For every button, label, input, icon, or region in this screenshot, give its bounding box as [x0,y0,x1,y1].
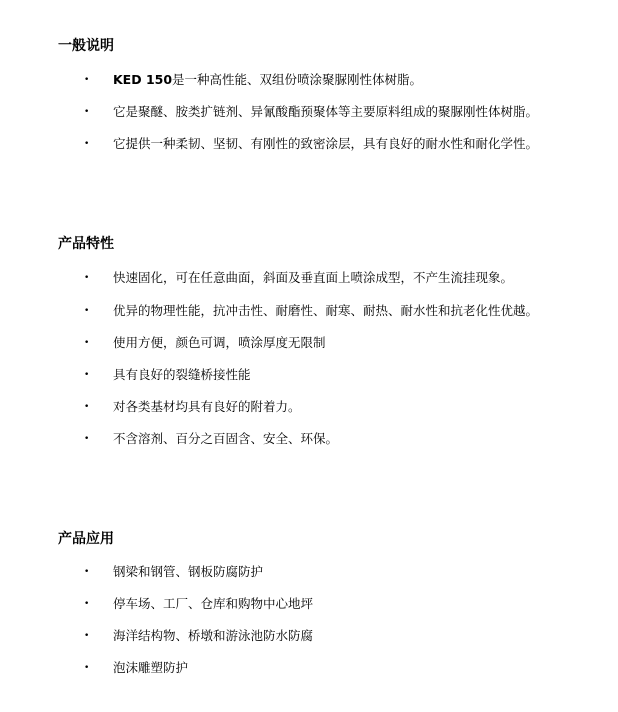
bullet-icon: • [84,273,90,283]
section-heading: 一般说明 [58,38,114,54]
list-item-text: 停车场、工厂、仓库和购物中心地坪 [113,596,314,611]
list-item-text: 具有良好的裂缝桥接性能 [113,367,251,382]
bullet-icon: • [84,75,90,85]
list-item-text [113,71,422,89]
product-code: KED 150 [113,72,173,87]
bullet-icon: • [84,338,90,348]
list-item-text-rest: 是一种高性能、双组份喷涂聚脲刚性体树脂。 [172,72,423,87]
bullet-icon: • [84,402,90,412]
bullet-icon: • [84,599,90,609]
list-item-text: 快速固化，可在任意曲面，斜面及垂直面上喷涂成型，不产生流挂现象。 [113,270,514,285]
section-heading: 产品应用 [58,531,114,547]
list-item-text: 它是聚醚、胺类扩链剂、异氰酸酯预聚体等主要原料组成的聚脲刚性体树脂。 [113,104,539,119]
list-item-text: 优异的物理性能，抗冲击性、耐磨性、耐寒、耐热、耐水性和抗老化性优越。 [113,303,539,318]
list-item-text: 钢梁和钢管、钢板防腐防护 [113,564,264,579]
list-item-text: 泡沫雕塑防护 [113,660,189,675]
list-item-text: 海洋结构物、桥墩和游泳池防水防腐 [113,628,314,643]
bullet-icon: • [84,434,90,444]
list-item-text: 它提供一种柔韧、坚韧、有刚性的致密涂层，具有良好的耐水性和耐化学性。 [113,136,539,151]
bullet-icon: • [84,139,90,149]
bullet-icon: • [84,370,90,380]
section-heading: 产品特性 [58,236,114,252]
bullet-icon: • [84,107,90,117]
list-item-text: 对各类基材均具有良好的附着力。 [113,399,301,414]
bullet-icon: • [84,663,90,673]
bullet-icon: • [84,306,90,316]
bullet-icon: • [84,567,90,577]
list-item-text: 不含溶剂、百分之百固含、安全、环保。 [113,431,339,446]
bullet-icon: • [84,631,90,641]
list-item-text: 使用方便，颜色可调，喷涂厚度无限制 [113,335,326,350]
